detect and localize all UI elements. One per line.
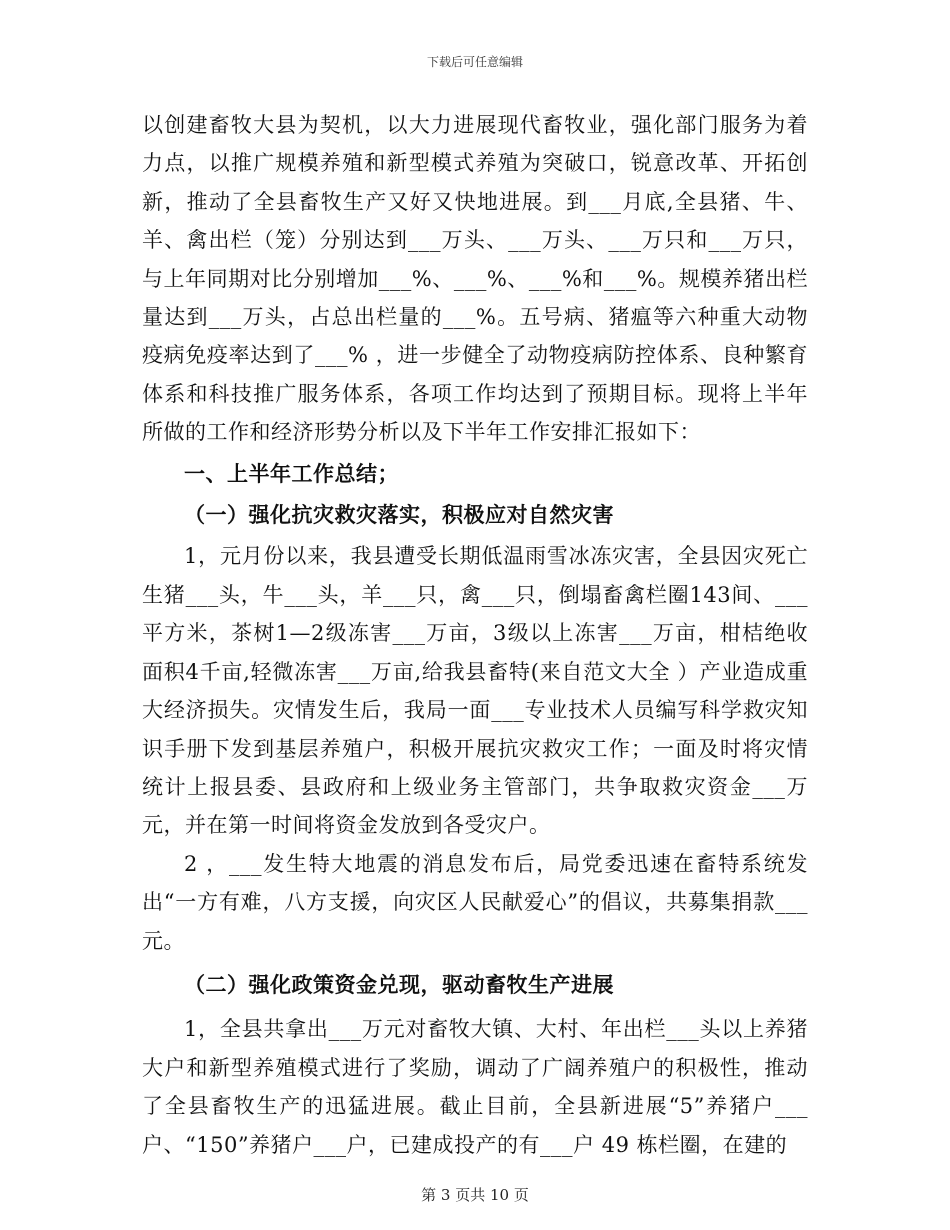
section-heading: 一、上半年工作总结； bbox=[184, 460, 399, 486]
page-header: 下载后可任意编辑 bbox=[426, 55, 523, 69]
subsection-heading: （二）强化政策资金兑现，驱动畜牧生产进展 bbox=[184, 971, 614, 997]
body-paragraph: 1，元月份以来，我县遭受长期低温雨雪冰冻灾害，全县因灾死亡生猪___头，牛___头，羊___只，禽___只，倒塌畜禽栏圈143间、___平方米，茶树1—2级冻害___万亩，3级以上冻害___万亩，柑桔绝收面积4千亩,轻微冻害___万亩,给我县畜特(来自范文大全 ）产业造成重大经济损失。灾情发生后，我局一面___专业技术人员编写科学救灾知识手册下发到基层养殖户，积极开展抗灾救灾工作；一面及时将灾情统计上报县委、县政府和上级业务主管部门，共争取救灾资金___万元，并在第一时间将资金发放到各受灾户。 bbox=[142, 544, 808, 838]
intro-paragraph: 以创建畜牧大县为契机，以大力进展现代畜牧业，强化部门服务为着力点，以推广规模养殖和新型模式养殖为突破口，锐意改革、开拓创新，推动了全县畜牧生产又好又快地进展。到___月底,全县猪、牛、羊、禽出栏（笼）分别达到___万头、___万头、___万只和___万只，与上年同期对比分别增加___%、___%、___%和___%。规模养猪出栏量达到___万头，占总出栏量的___%。五号病、猪瘟等六种重大动物疫病免疫率达到了___% ，进一步健全了动物疫病防控体系、良种繁育体系和科技推广服务体系，各项工作均达到了预期目标。现将上半年所做的工作和经济形势分析以及下半年工作安排汇报如下： bbox=[142, 113, 808, 445]
subsection-heading: （一）强化抗灾救灾落实，积极应对自然灾害 bbox=[184, 502, 614, 528]
body-paragraph: 1，全县共拿出___万元对畜牧大镇、大村、年出栏___头以上养猪大户和新型养殖模式进行了奖励，调动了广阔养殖户的积极性，推动了全县畜牧生产的迅猛进展。截止目前，全县新进展“5”养猪户___户、“150”养猪户___户，已建成投产的有___户 49 栋栏圈，在建的 bbox=[142, 1017, 808, 1157]
page-number: 第 3 页共 10 页 bbox=[421, 1186, 529, 1204]
document-body bbox=[142, 106, 808, 1164]
body-paragraph: 2 ，___发生特大地震的消息发布后，局党委迅速在畜特系统发出“一方有难，八方支援，向灾区人民献爱心”的倡议，共募集捐款___元。 bbox=[142, 851, 808, 953]
